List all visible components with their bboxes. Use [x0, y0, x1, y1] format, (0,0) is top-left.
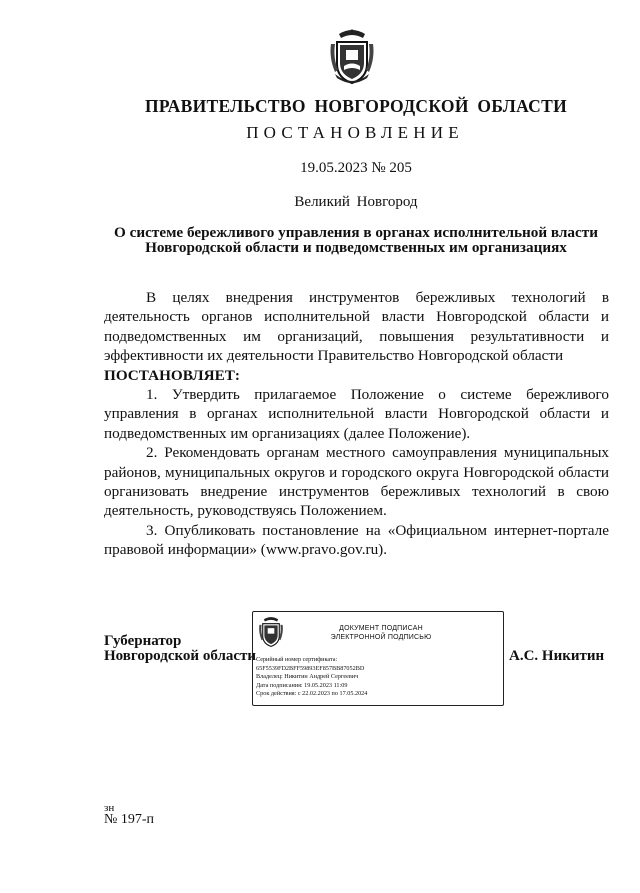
document-body — [104, 288, 609, 560]
item-3-paragraph: 3. Опубликовать постановление на «Официальном интернет-портале правовой информации» (www.pravo.gov.ru). — [104, 521, 609, 559]
document-footer — [104, 803, 154, 827]
document-title-line-1: О системе бережливого управления в органах исполнительной власти — [114, 224, 598, 241]
stamp-validity: Срок действия: с 22.02.2023 по 17.05.2024 — [256, 690, 368, 698]
stamp-heading — [291, 624, 471, 642]
stamp-owner: Владелец: Никитин Андрей Сергеевич — [256, 673, 359, 681]
stamp-serial-label: Серийный номер сертификата: — [256, 656, 338, 663]
item-1-paragraph: 1. Утвердить прилагаемое Положение о системе бережливого управления в органах исполнительной власти Новгородской области и подведомственных им организациях (далее Положение). — [104, 386, 609, 442]
document-title — [100, 225, 612, 255]
government-title: ПРАВИТЕЛЬСТВО НОВГОРОДСКОЙ ОБЛАСТИ — [145, 96, 567, 116]
stamp-serial: 65F5539FD2BFF59893EF857BB87052BD — [256, 664, 365, 672]
stamp-heading-line-2: ЭЛЕКТРОННОЙ ПОДПИСЬЮ — [330, 634, 432, 641]
item-2-paragraph: 2. Рекомендовать органам местного самоуправления муниципальных районов, муниципальных округов и городского округа Новгородской области организовать внедрение инструментов бережливых технологий в свою деятельность, руководствуясь Положением. — [104, 444, 609, 520]
coat-of-arms-emblem — [329, 28, 375, 86]
document-title-line-2: Новгородской области и подведомственных им организациях — [145, 239, 567, 256]
stamp-emblem-icon — [258, 616, 284, 648]
footer-initials: зн — [104, 802, 115, 814]
signatory-position-line-1: Губернатор — [104, 633, 182, 649]
footer-reg-number: № 197-п — [104, 812, 155, 827]
stamp-signed-date: Дата подписания: 19.05.2023 11:09 — [256, 681, 348, 689]
signatory-position-line-2: Новгородской области — [104, 648, 257, 664]
document-city: Великий Новгород — [294, 194, 418, 210]
signatory-position — [104, 634, 256, 664]
stamp-certificate-info — [256, 656, 367, 699]
document-date-number: 19.05.2023 № 205 — [300, 160, 412, 176]
document-type: ПОСТАНОВЛЕНИЕ — [246, 123, 464, 142]
stamp-heading-line-1: ДОКУМЕНТ ПОДПИСАН — [339, 625, 423, 632]
electronic-signature-stamp — [252, 611, 504, 706]
signatory-name: А.С. Никитин — [509, 648, 605, 664]
intro-paragraph: В целях внедрения инструментов бережливых технологий в деятельность органов исполнительной власти Новгородской области и подведомственных им организаций, повышения результативности и эффективности их деятельности Правительство Новгородской области — [104, 289, 609, 365]
resolves-heading: ПОСТАНОВЛЯЕТ: — [104, 366, 240, 384]
